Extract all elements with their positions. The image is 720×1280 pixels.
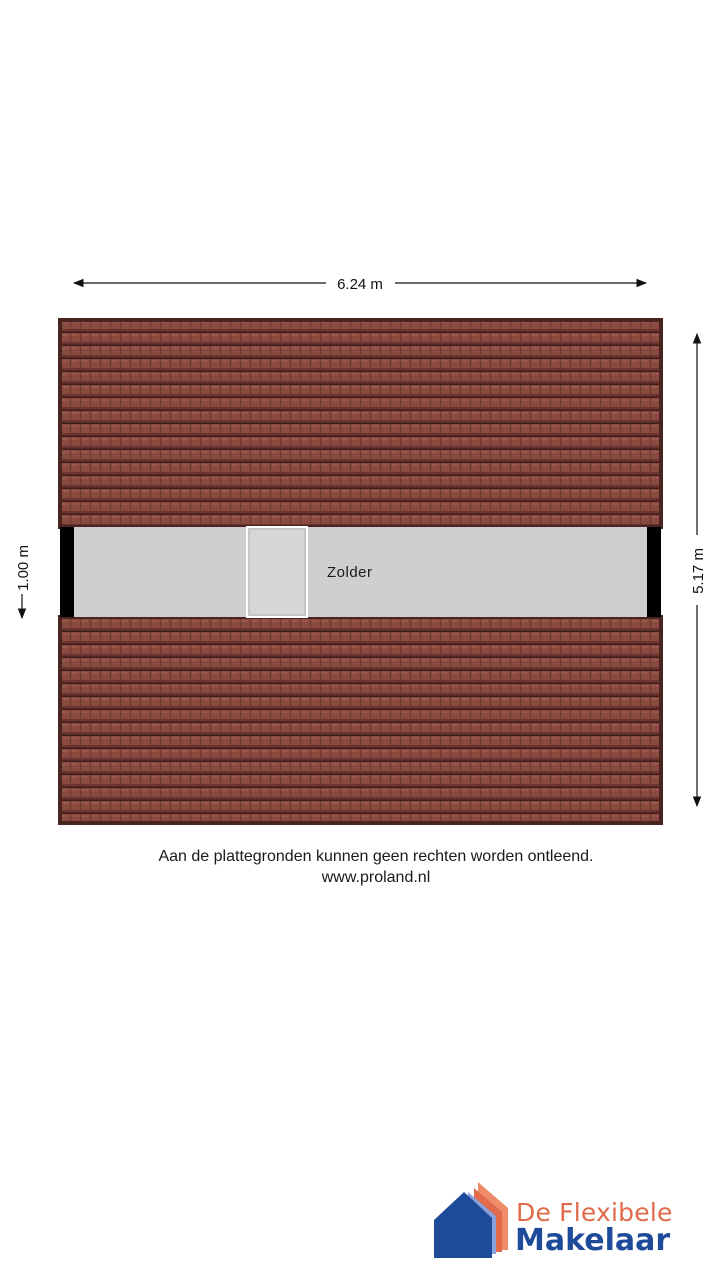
disclaimer bbox=[0, 846, 720, 888]
roof-bottom bbox=[60, 617, 661, 823]
logo-text-bottom: Makelaar bbox=[515, 1223, 671, 1258]
width-label: 6.24 m bbox=[337, 276, 383, 293]
stair-hatch bbox=[247, 527, 307, 617]
height-dimension bbox=[690, 334, 707, 806]
zolder-room bbox=[60, 527, 661, 617]
right-wall bbox=[647, 527, 661, 617]
house-logo-icon bbox=[434, 1178, 514, 1262]
website-link[interactable]: www.proland.nl bbox=[321, 869, 431, 886]
opening-label: 1.00 m bbox=[15, 545, 32, 591]
roof-top bbox=[60, 320, 661, 527]
logo-text-top: De Flexibele bbox=[516, 1198, 673, 1227]
height-label: 5.17 m bbox=[690, 548, 707, 594]
opening-dimension bbox=[15, 545, 32, 618]
room-label: Zolder bbox=[327, 564, 373, 581]
company-logo bbox=[434, 1178, 704, 1262]
left-wall bbox=[60, 527, 74, 617]
disclaimer-line1: Aan de plattegronden kunnen geen rechten worden ontleend. bbox=[158, 848, 594, 865]
width-dimension bbox=[74, 276, 646, 293]
